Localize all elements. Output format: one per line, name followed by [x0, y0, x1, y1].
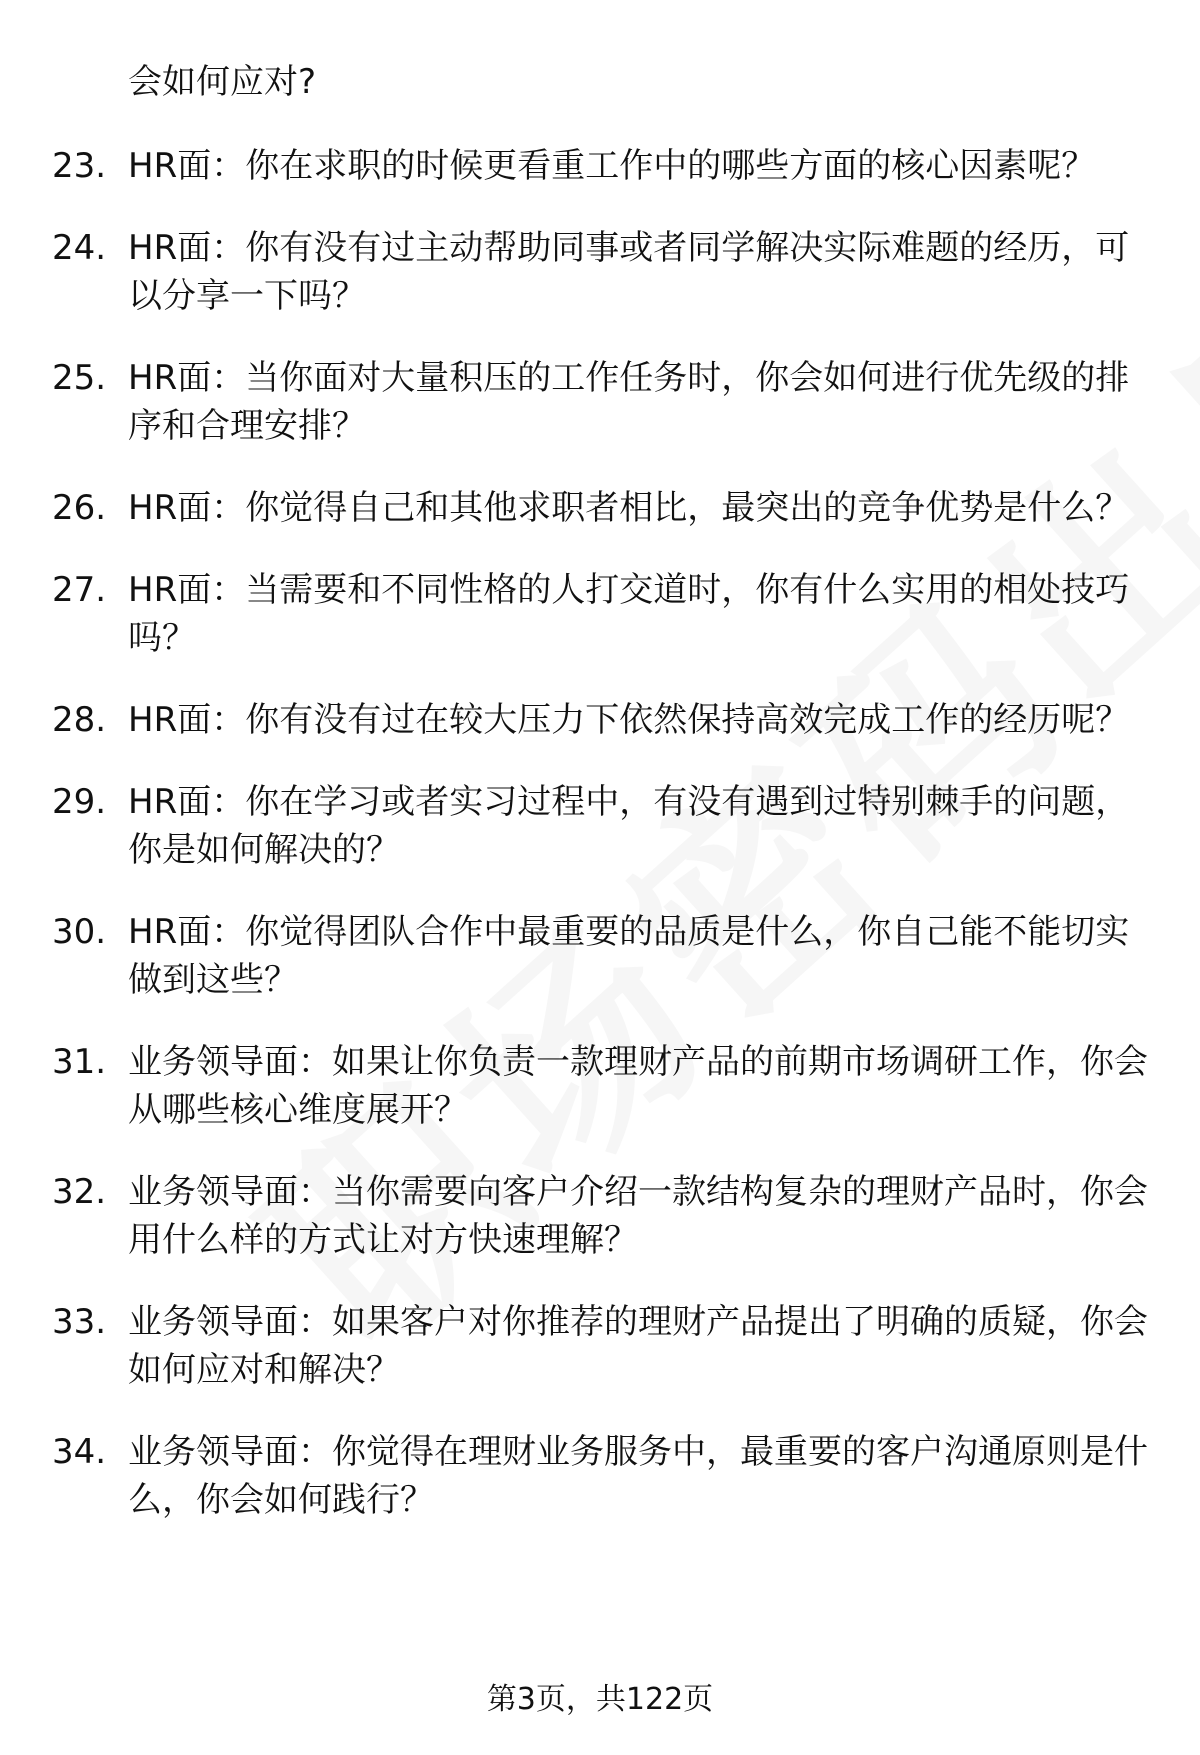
- list-item: [0, 696, 1200, 744]
- question-number: 23.: [52, 146, 107, 186]
- list-item: [0, 1038, 1200, 1134]
- list-item: [0, 778, 1200, 874]
- question-text: 业务领导面：如果让你负责一款理财产品的前期市场调研工作，你会从哪些核心维度展开？: [128, 1042, 1148, 1130]
- question-text: HR面：当你面对大量积压的工作任务时，你会如何进行优先级的排序和合理安排？: [128, 358, 1130, 446]
- question-text: HR面：你觉得团队合作中最重要的品质是什么，你自己能不能切实做到这些？: [128, 912, 1130, 1000]
- question-number: 31.: [52, 1042, 107, 1082]
- question-text: HR面：你有没有过主动帮助同事或者同学解决实际难题的经历，可以分享一下吗？: [128, 228, 1130, 316]
- question-text: HR面：你觉得自己和其他求职者相比，最突出的竞争优势是什么？: [128, 488, 1130, 528]
- question-number: 24.: [52, 228, 107, 268]
- question-number: 25.: [52, 358, 107, 398]
- question-number: 26.: [52, 488, 107, 528]
- question-number: 27.: [52, 570, 107, 610]
- page-footer: 第3页，共122页: [486, 1682, 714, 1717]
- question-number: 32.: [52, 1172, 107, 1212]
- question-number: 29.: [52, 782, 107, 822]
- list-item: [0, 566, 1200, 662]
- question-number: 33.: [52, 1302, 107, 1342]
- question-list: [0, 142, 1200, 1558]
- list-item: [0, 1168, 1200, 1264]
- question-number: 28.: [52, 700, 107, 740]
- list-item: [0, 484, 1200, 532]
- question-text: 业务领导面：你觉得在理财业务服务中，最重要的客户沟通原则是什么，你会如何践行？: [128, 1432, 1148, 1520]
- list-item: [0, 354, 1200, 450]
- question-number: 30.: [52, 912, 107, 952]
- question-text: 业务领导面：如果客户对你推荐的理财产品提出了明确的质疑，你会如何应对和解决？: [128, 1302, 1148, 1390]
- question-number: 34.: [52, 1432, 107, 1472]
- list-item: [0, 224, 1200, 320]
- question-text: HR面：你在求职的时候更看重工作中的哪些方面的核心因素呢？: [128, 146, 1096, 186]
- question-text: HR面：当需要和不同性格的人打交道时，你有什么实用的相处技巧吗？: [128, 570, 1130, 658]
- carry-over-text: 会如何应对?: [128, 62, 317, 102]
- question-text: HR面：你有没有过在较大压力下依然保持高效完成工作的经历呢？: [128, 700, 1130, 740]
- question-text: HR面：你在学习或者实习过程中，有没有遇到过特别棘手的问题，你是如何解决的？: [128, 782, 1130, 870]
- list-item: [0, 908, 1200, 1004]
- list-item: [0, 1298, 1200, 1394]
- list-item: [0, 1428, 1200, 1524]
- list-item: [0, 142, 1200, 190]
- question-text: 业务领导面：当你需要向客户介绍一款结构复杂的理财产品时，你会用什么样的方式让对方快速理解？: [128, 1172, 1148, 1260]
